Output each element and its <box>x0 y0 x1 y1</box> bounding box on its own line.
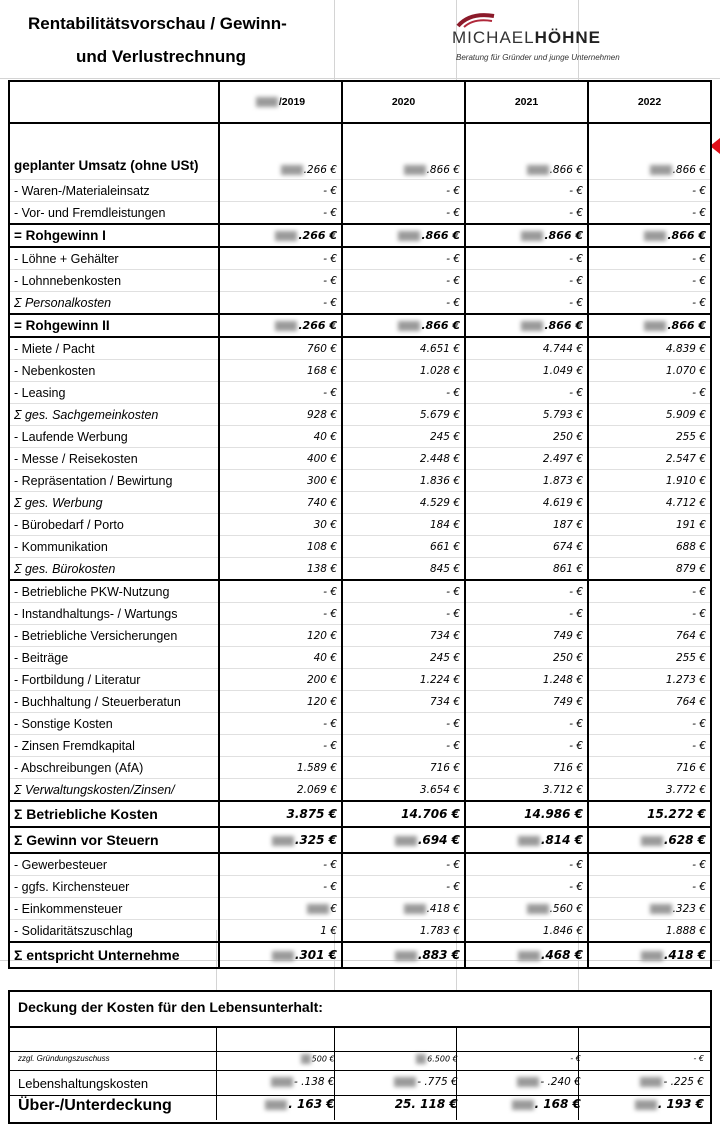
deckung-value: - .225 € <box>587 1076 710 1091</box>
row-value: 15.272 € <box>588 801 711 827</box>
pnl-row <box>9 942 711 968</box>
row-value: 2.547 € <box>588 448 711 470</box>
row-value: - € <box>219 853 342 876</box>
row-label: geplanter Umsatz (ohne USt) <box>9 123 219 180</box>
row-value: - € <box>219 580 342 603</box>
row-value: 14.986 € <box>465 801 588 827</box>
row-value: 661 € <box>342 536 465 558</box>
year-header: 2022 <box>588 81 711 123</box>
row-value: 688 € <box>588 536 711 558</box>
pnl-row <box>9 426 711 448</box>
row-value: - € <box>219 382 342 404</box>
row-label: Σ entspricht Unternehme <box>9 942 219 968</box>
row-value: 250 € <box>465 647 588 669</box>
pnl-row <box>9 898 711 920</box>
row-label: - Einkommensteuer <box>9 898 219 920</box>
pnl-row <box>9 853 711 876</box>
row-value: - € <box>342 247 465 270</box>
logo-tagline: Beratung für Gründer und junge Unternehmen <box>456 53 620 62</box>
pnl-row <box>9 180 711 202</box>
row-value: .266 € <box>219 314 342 337</box>
row-value: 255 € <box>588 647 711 669</box>
row-label: - Leasing <box>9 382 219 404</box>
pnl-row <box>9 202 711 225</box>
row-label: - Miete / Pacht <box>9 337 219 360</box>
row-value: 764 € <box>588 691 711 713</box>
row-value: .866 € <box>342 314 465 337</box>
row-value: 40 € <box>219 426 342 448</box>
row-value: 4.744 € <box>465 337 588 360</box>
row-label: Σ Betriebliche Kosten <box>9 801 219 827</box>
pnl-row <box>9 123 711 180</box>
row-value: 1.873 € <box>465 470 588 492</box>
row-label: - Abschreibungen (AfA) <box>9 757 219 779</box>
row-value: - € <box>342 853 465 876</box>
year-header-row <box>9 81 711 123</box>
row-value: - € <box>465 603 588 625</box>
row-value: .325 € <box>219 827 342 853</box>
row-value: - € <box>465 292 588 315</box>
row-value: - € <box>219 735 342 757</box>
row-label: Σ ges. Sachgemeinkosten <box>9 404 219 426</box>
deckung-title: Deckung der Kosten für den Lebensunterhalt: <box>18 999 323 1015</box>
row-value: 3.654 € <box>342 779 465 802</box>
row-value: 734 € <box>342 625 465 647</box>
row-label: - Instandhaltungs- / Wartungs <box>9 603 219 625</box>
row-value: 40 € <box>219 647 342 669</box>
deckung-value: 25. 118 € <box>394 1097 458 1111</box>
pnl-row <box>9 669 711 691</box>
row-value: - € <box>588 292 711 315</box>
row-value: - € <box>342 735 465 757</box>
row-value: .883 € <box>342 942 465 968</box>
row-value: 1.248 € <box>465 669 588 691</box>
row-value: 1.070 € <box>588 360 711 382</box>
row-label: - Betriebliche PKW-Nutzung <box>9 580 219 603</box>
page-title: Rentabilitätsvorschau / Gewinn- <box>28 14 287 33</box>
pnl-row <box>9 404 711 426</box>
row-label: Σ ges. Werbung <box>9 492 219 514</box>
row-value: - € <box>588 735 711 757</box>
row-value: - € <box>588 202 711 225</box>
row-value: - € <box>588 580 711 603</box>
row-value: .418 € <box>588 942 711 968</box>
row-value: - € <box>342 580 465 603</box>
row-value: 250 € <box>465 426 588 448</box>
row-value: 716 € <box>465 757 588 779</box>
row-value: - € <box>342 876 465 898</box>
pnl-row <box>9 757 711 779</box>
row-value: 5.909 € <box>588 404 711 426</box>
row-value: 1.888 € <box>588 920 711 943</box>
row-value: 734 € <box>342 691 465 713</box>
pnl-row <box>9 691 711 713</box>
pnl-row <box>9 713 711 735</box>
row-value: 861 € <box>465 558 588 581</box>
row-value: - € <box>465 202 588 225</box>
row-label: Σ Gewinn vor Steuern <box>9 827 219 853</box>
row-label: - Zinsen Fremdkapital <box>9 735 219 757</box>
row-value: - € <box>465 713 588 735</box>
row-value: - € <box>465 382 588 404</box>
row-value: .866 € <box>588 224 711 247</box>
pnl-row <box>9 801 711 827</box>
row-value: - € <box>219 180 342 202</box>
pnl-row <box>9 492 711 514</box>
row-value: 138 € <box>219 558 342 581</box>
row-value: - € <box>588 247 711 270</box>
row-label: = Rohgewinn II <box>9 314 219 337</box>
deckung-value: - .240 € <box>464 1076 587 1091</box>
row-value: 120 € <box>219 625 342 647</box>
row-label: - Laufende Werbung <box>9 426 219 448</box>
deckung-row-lebenshaltung <box>10 1076 710 1091</box>
row-value: 4.839 € <box>588 337 711 360</box>
row-label: - Fortbildung / Literatur <box>9 669 219 691</box>
pnl-row <box>9 558 711 581</box>
row-value: 879 € <box>588 558 711 581</box>
deckung-value: - .775 € <box>341 1076 464 1091</box>
pnl-row <box>9 514 711 536</box>
row-value: - € <box>588 270 711 292</box>
pnl-row <box>9 827 711 853</box>
pnl-row <box>9 625 711 647</box>
row-label: - Löhne + Gehälter <box>9 247 219 270</box>
row-value: 3.875 € <box>219 801 342 827</box>
row-value: 3.772 € <box>588 779 711 802</box>
row-value: € <box>219 898 342 920</box>
row-value: 1.783 € <box>342 920 465 943</box>
row-value: - € <box>219 876 342 898</box>
row-value: 30 € <box>219 514 342 536</box>
row-value: - € <box>342 270 465 292</box>
row-label: - Sonstige Kosten <box>9 713 219 735</box>
row-value: 4.529 € <box>342 492 465 514</box>
row-label: - Betriebliche Versicherungen <box>9 625 219 647</box>
deckung-row-zuschuss <box>10 1054 710 1064</box>
row-label: Σ Verwaltungskosten/Zinsen/ <box>9 779 219 802</box>
row-value: - € <box>465 247 588 270</box>
row-value: 5.679 € <box>342 404 465 426</box>
row-value: 716 € <box>342 757 465 779</box>
row-label: = Rohgewinn I <box>9 224 219 247</box>
pnl-row <box>9 382 711 404</box>
row-value: .866 € <box>342 123 465 180</box>
row-value: 191 € <box>588 514 711 536</box>
row-label: Σ ges. Bürokosten <box>9 558 219 581</box>
row-value: .266 € <box>219 123 342 180</box>
row-label: - Kommunikation <box>9 536 219 558</box>
row-value: .814 € <box>465 827 588 853</box>
header-blank-cell <box>9 81 219 123</box>
pnl-row <box>9 580 711 603</box>
deckung-value: . 168 € <box>464 1097 587 1115</box>
pnl-row <box>9 292 711 315</box>
row-value: 400 € <box>219 448 342 470</box>
row-value: .266 € <box>219 224 342 247</box>
pnl-row <box>9 314 711 337</box>
row-value: .866 € <box>465 314 588 337</box>
row-label: - Buchhaltung / Steuerberatun <box>9 691 219 713</box>
row-value: - € <box>342 180 465 202</box>
row-label: - Nebenkosten <box>9 360 219 382</box>
deckung-value: . 193 € <box>587 1097 710 1115</box>
pnl-row <box>9 735 711 757</box>
deckung-label: zzgl. Gründungszuschuss <box>18 1054 110 1063</box>
row-value: - € <box>219 603 342 625</box>
row-value: .866 € <box>588 123 711 180</box>
row-value: 845 € <box>342 558 465 581</box>
row-value: - € <box>465 735 588 757</box>
row-value: .866 € <box>342 224 465 247</box>
row-value: 4.619 € <box>465 492 588 514</box>
row-value: 300 € <box>219 470 342 492</box>
logo: MICHAELHÖHNE <box>452 28 601 47</box>
row-value: - € <box>342 292 465 315</box>
pnl-row <box>9 337 711 360</box>
pnl-table <box>8 80 712 969</box>
row-value: 108 € <box>219 536 342 558</box>
deckung-value: 6.500 € <box>341 1054 464 1064</box>
row-value: .301 € <box>219 942 342 968</box>
row-label: Σ Personalkosten <box>9 292 219 315</box>
row-value: .323 € <box>588 898 711 920</box>
row-value: 2.497 € <box>465 448 588 470</box>
row-value: 1.049 € <box>465 360 588 382</box>
row-value: .560 € <box>465 898 588 920</box>
deckung-row-ueber-unterdeckung <box>10 1097 710 1115</box>
row-value: - € <box>465 853 588 876</box>
row-value: - € <box>219 292 342 315</box>
row-value: 4.651 € <box>342 337 465 360</box>
row-label: - Beiträge <box>9 647 219 669</box>
row-label: - Gewerbesteuer <box>9 853 219 876</box>
pnl-row <box>9 603 711 625</box>
row-label: - ggfs. Kirchensteuer <box>9 876 219 898</box>
pnl-row <box>9 247 711 270</box>
row-value: - € <box>588 713 711 735</box>
row-value: 2.448 € <box>342 448 465 470</box>
page-subtitle: und Verlustrechnung <box>76 47 247 66</box>
row-value: - € <box>588 853 711 876</box>
row-value: .418 € <box>342 898 465 920</box>
row-value: - € <box>342 202 465 225</box>
row-value: 168 € <box>219 360 342 382</box>
row-value: 1.910 € <box>588 470 711 492</box>
row-value: - € <box>588 180 711 202</box>
deckung-value: . 163 € <box>217 1097 340 1115</box>
row-value: - € <box>465 580 588 603</box>
row-value: 716 € <box>588 757 711 779</box>
row-label: - Repräsentation / Bewirtung <box>9 470 219 492</box>
pnl-row <box>9 876 711 898</box>
row-value: 245 € <box>342 426 465 448</box>
pnl-row <box>9 360 711 382</box>
pnl-row <box>9 270 711 292</box>
row-value: .866 € <box>465 123 588 180</box>
row-value: - € <box>588 382 711 404</box>
row-label: - Solidaritätszuschlag <box>9 920 219 943</box>
deckung-value: - .138 € <box>217 1076 340 1091</box>
pnl-row <box>9 470 711 492</box>
deckung-value: - € <box>693 1054 704 1063</box>
row-value: - € <box>219 270 342 292</box>
deckung-value: - € <box>570 1054 581 1063</box>
deckung-value: 500 € <box>217 1054 340 1064</box>
row-value: 184 € <box>342 514 465 536</box>
pnl-row <box>9 536 711 558</box>
row-value: - € <box>342 713 465 735</box>
pnl-row <box>9 224 711 247</box>
year-header: 2021 <box>465 81 588 123</box>
row-value: 1.589 € <box>219 757 342 779</box>
row-value: .866 € <box>588 314 711 337</box>
year-header: 2020 <box>342 81 465 123</box>
row-label: - Bürobedarf / Porto <box>9 514 219 536</box>
row-value: 1 € <box>219 920 342 943</box>
row-value: 674 € <box>465 536 588 558</box>
row-value: 740 € <box>219 492 342 514</box>
row-label: - Lohnnebenkosten <box>9 270 219 292</box>
row-value: - € <box>465 876 588 898</box>
row-value: .628 € <box>588 827 711 853</box>
row-value: .694 € <box>342 827 465 853</box>
row-value: 245 € <box>342 647 465 669</box>
row-value: 2.069 € <box>219 779 342 802</box>
row-value: 14.706 € <box>342 801 465 827</box>
row-value: 187 € <box>465 514 588 536</box>
deckung-label: Lebenshaltungskosten <box>18 1076 149 1091</box>
row-value: 1.273 € <box>588 669 711 691</box>
row-label: - Waren-/Materialeinsatz <box>9 180 219 202</box>
row-value: 120 € <box>219 691 342 713</box>
pnl-row <box>9 779 711 802</box>
row-value: - € <box>342 382 465 404</box>
row-value: 1.028 € <box>342 360 465 382</box>
row-value: 760 € <box>219 337 342 360</box>
row-value: .866 € <box>465 224 588 247</box>
row-label: - Vor- und Fremdleistungen <box>9 202 219 225</box>
row-value: - € <box>342 603 465 625</box>
row-value: - € <box>219 247 342 270</box>
row-value: 200 € <box>219 669 342 691</box>
row-label: - Messe / Reisekosten <box>9 448 219 470</box>
deckung-label: Über-/Unterdeckung <box>18 1097 172 1114</box>
row-value: - € <box>465 270 588 292</box>
row-value: .468 € <box>465 942 588 968</box>
row-value: 749 € <box>465 691 588 713</box>
pnl-row <box>9 448 711 470</box>
row-value: 255 € <box>588 426 711 448</box>
row-value: 1.836 € <box>342 470 465 492</box>
year-header: /2019 <box>219 81 342 123</box>
pnl-row <box>9 920 711 943</box>
row-value: - € <box>588 603 711 625</box>
row-value: - € <box>465 180 588 202</box>
pnl-row <box>9 647 711 669</box>
row-value: 5.793 € <box>465 404 588 426</box>
row-value: 3.712 € <box>465 779 588 802</box>
row-value: 1.846 € <box>465 920 588 943</box>
row-value: 764 € <box>588 625 711 647</box>
row-value: 4.712 € <box>588 492 711 514</box>
row-value: 749 € <box>465 625 588 647</box>
row-value: - € <box>588 876 711 898</box>
row-value: 928 € <box>219 404 342 426</box>
row-value: 1.224 € <box>342 669 465 691</box>
row-value: - € <box>219 713 342 735</box>
row-value: - € <box>219 202 342 225</box>
